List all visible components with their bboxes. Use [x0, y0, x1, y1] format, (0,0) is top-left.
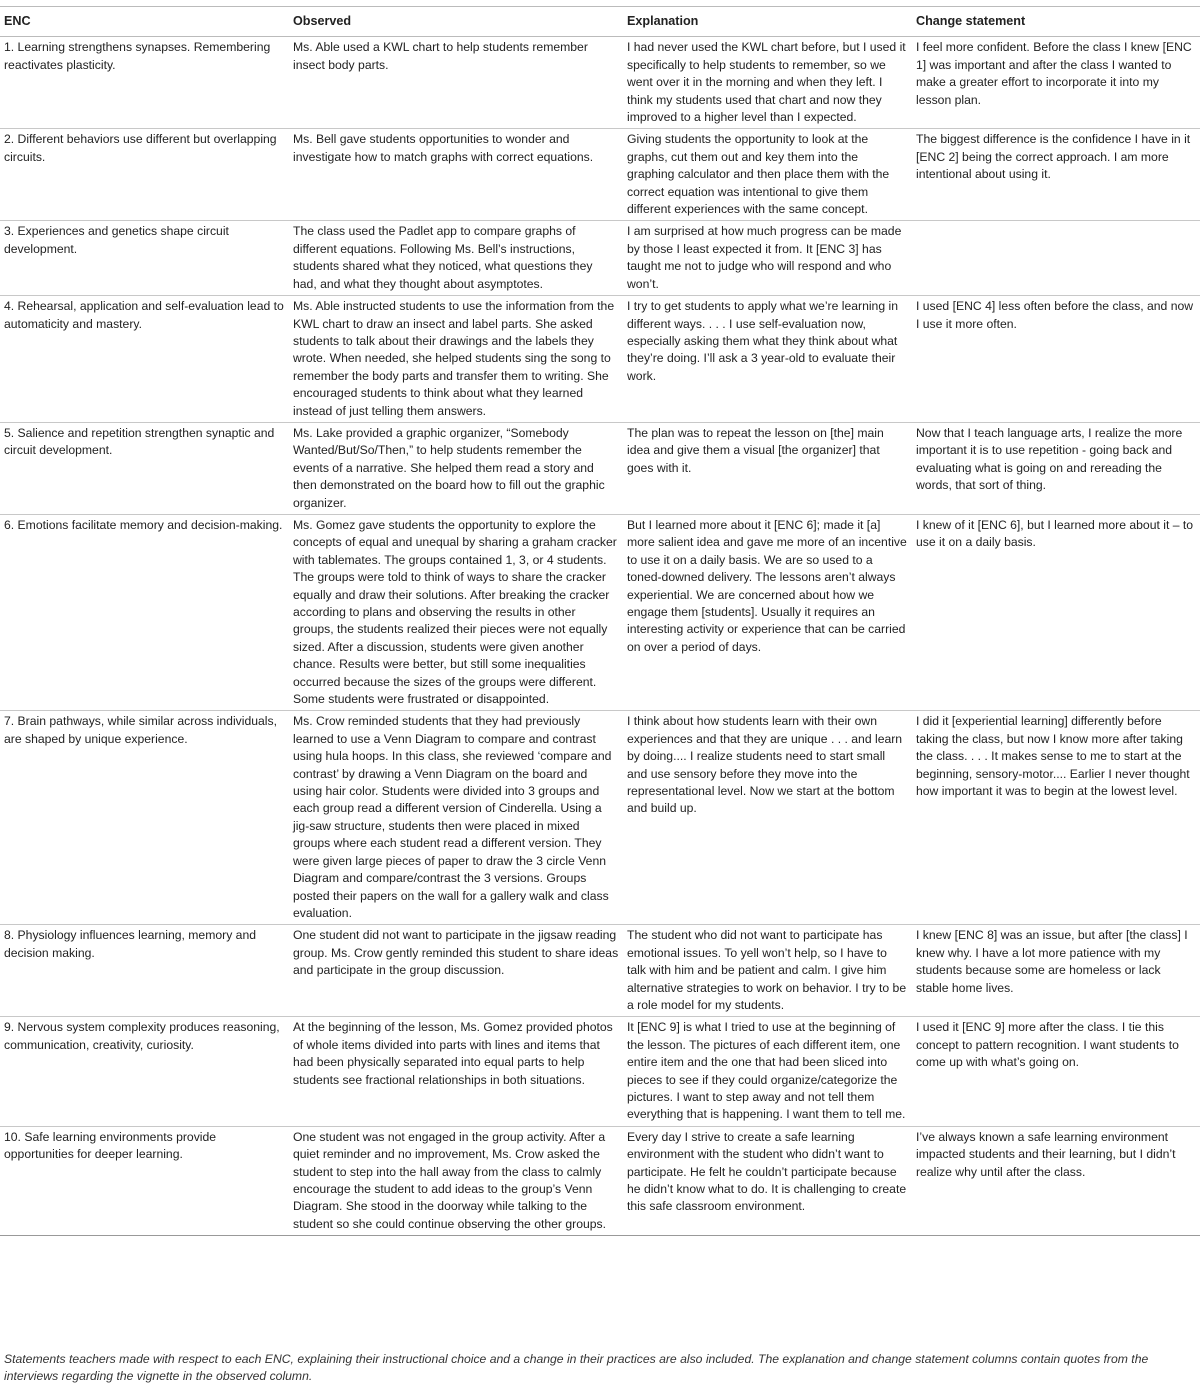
change-statement-cell: I knew [ENC 8] was an issue, but after [the class] I knew why. I have a lot more patience with my students because some are homeless or lack stable home lives.	[912, 925, 1200, 1017]
enc-cell: 6. Emotions facilitate memory and decision-making.	[0, 514, 289, 710]
table-row	[0, 296, 1200, 423]
change-statement-cell: I used [ENC 4] less often before the class, and now I use it more often.	[912, 296, 1200, 423]
enc-table	[0, 6, 1200, 1236]
enc-cell: 10. Safe learning environments provide opportunities for deeper learning.	[0, 1126, 289, 1235]
change-statement-cell: Now that I teach language arts, I realize the more important it is to use repetition - going back and evaluating what is going on and rereading the words, that sort of thing.	[912, 422, 1200, 514]
table-row	[0, 711, 1200, 925]
observed-cell: One student was not engaged in the group activity. After a quiet reminder and no improvement, Ms. Crow asked the student to step into the hall away from the class to calmly encourage the student to add ideas to the group’s Venn Diagram. She stood in the doorway while talking to the student so she could continue observing the other groups.	[289, 1126, 623, 1235]
header-change-statement: Change statement	[912, 7, 1200, 37]
table-row	[0, 129, 1200, 221]
explanation-cell: The student who did not want to participate has emotional issues. To yell won’t help, so I have to talk with him and be patient and calm. I give him alternative strategies to work on behavior. I try to be a role model for my students.	[623, 925, 912, 1017]
explanation-cell: I think about how students learn with their own experiences and that they are unique . . . and learn by doing.... I realize students need to start small and use sensory before they move into the representational level. Now we start at the bottom and build up.	[623, 711, 912, 925]
table-header	[0, 7, 1200, 37]
header-explanation: Explanation	[623, 7, 912, 37]
header-observed: Observed	[289, 7, 623, 37]
explanation-cell: But I learned more about it [ENC 6]; made it [a] more salient idea and gave me more of an incentive to use it on a daily basis. We are so used to a toned-downed delivery. The lessons aren’t always experiential. We are concerned about how we engage them [students]. Usually it requires an interesting activity or experience that can be carried on over a period of days.	[623, 514, 912, 710]
observed-cell: One student did not want to participate in the jigsaw reading group. Ms. Crow gently reminded this student to share ideas and participate in the group discussion.	[289, 925, 623, 1017]
table-row	[0, 1126, 1200, 1235]
table-row	[0, 422, 1200, 514]
observed-cell: Ms. Lake provided a graphic organizer, “Somebody Wanted/But/So/Then,” to help students remember the events of a narrative. She helped them read a story and then demonstrated on the board how to fill out the graphic organizer.	[289, 422, 623, 514]
change-statement-cell: I did it [experiential learning] differently before taking the class, but now I know more after taking the class. . . . It makes sense to me to start at the beginning, sensory-motor.... Earlier I never thought how important it was to begin at the lowest level.	[912, 711, 1200, 925]
table-row	[0, 221, 1200, 296]
enc-cell: 3. Experiences and genetics shape circuit development.	[0, 221, 289, 296]
explanation-cell: I try to get students to apply what we’re learning in different ways. . . . I use self-evaluation now, especially asking them what they think about what they’re doing. I’ll ask a 3 year-old to evaluate their work.	[623, 296, 912, 423]
table-footnote: Statements teachers made with respect to each ENC, explaining their instructional choice and a change in their practices are also included. The explanation and change statement columns contain quotes from the interviews regarding the vignette in the observed column.	[4, 1352, 1149, 1383]
header-enc: ENC	[0, 7, 289, 37]
explanation-cell: Giving students the opportunity to look at the graphs, cut them out and key them into the graphing calculator and then place them with the correct equation was intentional to give them different experiences with the same concept.	[623, 129, 912, 221]
table-row	[0, 1017, 1200, 1126]
enc-cell: 8. Physiology influences learning, memory and decision making.	[0, 925, 289, 1017]
explanation-cell: I am surprised at how much progress can be made by those I least expected it from. It [ENC 3] has taught me not to judge who will respond and who won’t.	[623, 221, 912, 296]
enc-cell: 5. Salience and repetition strengthen synaptic and circuit development.	[0, 422, 289, 514]
table-row	[0, 514, 1200, 710]
table-row	[0, 925, 1200, 1017]
table-body	[0, 37, 1200, 1236]
observed-cell: At the beginning of the lesson, Ms. Gomez provided photos of whole items divided into parts with lines and items that had been physically separated into equal parts to help students see fractional relationships in both situations.	[289, 1017, 623, 1126]
observed-cell: Ms. Gomez gave students the opportunity to explore the concepts of equal and unequal by sharing a graham cracker with tablemates. The groups contained 1, 3, or 4 students. The groups were told to think of ways to share the cracker equally and draw their solutions. After breaking the cracker according to plans and observing the results in other groups, the students realized their pieces were not equally sized. After a discussion, students were given another chance. Results were better, but still some inequalities occurred because the sizes of the groups were different. Some students were frustrated or disappointed.	[289, 514, 623, 710]
header-row	[0, 7, 1200, 37]
explanation-cell: It [ENC 9] is what I tried to use at the beginning of the lesson. The pictures of each different item, one entire item and the one that had been sliced into pieces to see if they could organize/categorize the pictures. I want to step away and not tell them everything that is happening. I want them to tell me.	[623, 1017, 912, 1126]
change-statement-cell: I feel more confident. Before the class I knew [ENC 1] was important and after the class I wanted to make a greater effort to incorporate it into my lesson plan.	[912, 37, 1200, 129]
enc-cell: 1. Learning strengthens synapses. Remembering reactivates plasticity.	[0, 37, 289, 129]
explanation-cell: I had never used the KWL chart before, but I used it specifically to help students to remember, so we went over it in the morning and when they left. I think my students used that chart and now they improved to a higher level than I expected.	[623, 37, 912, 129]
enc-cell: 4. Rehearsal, application and self-evaluation lead to automaticity and mastery.	[0, 296, 289, 423]
observed-cell: Ms. Able used a KWL chart to help students remember insect body parts.	[289, 37, 623, 129]
observed-cell: Ms. Able instructed students to use the information from the KWL chart to draw an insect and label parts. She asked students to talk about their drawings and the labels they wrote. When needed, she helped students sing the song to remember the body parts and transfer them to writing. She encouraged students to think about what they learned instead of just telling them answers.	[289, 296, 623, 423]
observed-cell: Ms. Bell gave students opportunities to wonder and investigate how to match graphs with correct equations.	[289, 129, 623, 221]
change-statement-cell: I knew of it [ENC 6], but I learned more about it – to use it on a daily basis.	[912, 514, 1200, 710]
explanation-cell: The plan was to repeat the lesson on [the] main idea and give them a visual [the organizer] that goes with it.	[623, 422, 912, 514]
table-row	[0, 37, 1200, 129]
change-statement-cell	[912, 221, 1200, 296]
change-statement-cell: I used it [ENC 9] more after the class. I tie this concept to pattern recognition. I want students to come up with what’s going on.	[912, 1017, 1200, 1126]
enc-cell: 9. Nervous system complexity produces reasoning, communication, creativity, curiosity.	[0, 1017, 289, 1126]
observed-cell: The class used the Padlet app to compare graphs of different equations. Following Ms. Bell’s instructions, students shared what they noticed, what questions they had, and what they thought about asymptotes.	[289, 221, 623, 296]
observed-cell: Ms. Crow reminded students that they had previously learned to use a Venn Diagram to compare and contrast using hula hoops. In this class, she reviewed ‘compare and contrast’ by drawing a Venn Diagram on the board and using hair color. Students were divided into 3 groups and each group read a different version of Cinderella. Using a jig-saw structure, students then were placed in mixed groups where each student read a different version. They were given large pieces of paper to draw the 3 circle Venn Diagram and compare/contrast the 3 versions. Groups posted their papers on the wall for a gallery walk and class evaluation.	[289, 711, 623, 925]
enc-cell: 7. Brain pathways, while similar across individuals, are shaped by unique experience.	[0, 711, 289, 925]
explanation-cell: Every day I strive to create a safe learning environment with the student who didn’t want to participate. He felt he couldn’t participate because he didn’t know what to do. It is challenging to create this safe classroom environment.	[623, 1126, 912, 1235]
change-statement-cell: I’ve always known a safe learning environment impacted students and their learning, but I didn’t realize why until after the class.	[912, 1126, 1200, 1235]
enc-cell: 2. Different behaviors use different but overlapping circuits.	[0, 129, 289, 221]
change-statement-cell: The biggest difference is the confidence I have in it [ENC 2] being the correct approach. I am more intentional about using it.	[912, 129, 1200, 221]
